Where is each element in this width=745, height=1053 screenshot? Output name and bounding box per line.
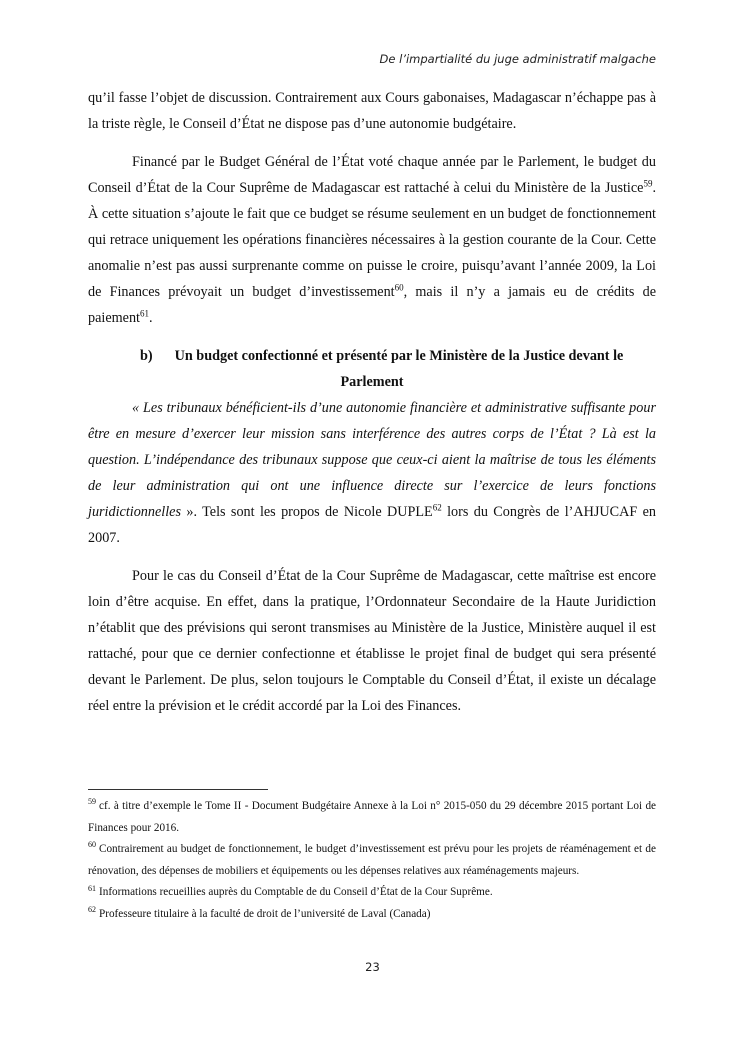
- footnote-separator: [88, 789, 268, 790]
- footnote-text: cf. à titre d’exemple le Tome II - Document Budgétaire Annexe à la Loi n° 2015-050 du 29 décembre 2015 portant Loi de Finances pour 2016.: [88, 800, 656, 834]
- paragraph-budget-financing: [88, 149, 656, 331]
- footnote-text: Informations recueillies auprès du Comptable de du Conseil d’État de la Cour Suprême.: [99, 886, 493, 899]
- footnotes: [88, 796, 656, 926]
- paragraph-continuation: qu’il fasse l’objet de discussion. Contrairement aux Cours gabonaises, Madagascar n’échappe pas à la triste règle, le Conseil d’État ne dispose pas d’une autonomie budgétaire.: [88, 90, 656, 132]
- section-heading-label: b): [140, 348, 153, 364]
- footnote-ref-60[interactable]: 60: [394, 282, 404, 293]
- section-heading-line1: Un budget confectionné et présenté par le Ministère de la Justice devant le: [174, 348, 624, 364]
- section-heading-line2: Parlement: [340, 374, 404, 390]
- footnote-number: 61: [88, 883, 96, 893]
- footnote-ref-59[interactable]: 59: [643, 178, 653, 189]
- paragraph-text: .: [149, 310, 153, 326]
- paragraph-council-of-state: Pour le cas du Conseil d’État de la Cour Suprême de Madagascar, cette maîtrise est encore loin d’être acquise. En effet, dans la pratique, l’Ordonnateur Secondaire de la Haute Juridiction n’établit que des prévisions qui seront transmises au Ministère de la Justice, Ministère auquel il est rattaché, pour que ce dernier confectionne et établisse le projet final de budget qui sera présenté devant le Parlement. De plus, selon toujours le Comptable du Conseil d’État, il existe un décalage réel entre la prévision et le crédit accordé par la Loi des Finances.: [88, 568, 656, 714]
- footnote-text: Contrairement au budget de fonctionnement, le budget d’investissement est prévu pour les projets de réaménagement et de rénovation, des dépenses de mobiliers et équipements ou les dépenses relatives aux réaménagements majeurs.: [88, 843, 656, 877]
- paragraph-text: , mais il n’y a jamais eu de crédits de paiement: [88, 284, 656, 326]
- footnote-text: Professeure titulaire à la faculté de droit de l’université de Laval (Canada): [99, 907, 431, 920]
- footnote-62: [88, 904, 656, 926]
- footnote-number: 60: [88, 840, 96, 850]
- footnote-ref-62[interactable]: 62: [432, 502, 442, 513]
- paragraph-quote: [88, 395, 656, 551]
- paragraph-text: Financé par le Budget Général de l’État voté chaque année par le Parlement, le budget du Conseil d’État de la Cour Suprême de Madagascar est rattaché à celui du Ministère de la Justice: [88, 154, 656, 196]
- footnote-ref-61[interactable]: 61: [140, 308, 149, 319]
- footnote-60: [88, 839, 656, 882]
- paragraph-text: . À cette situation s’ajoute le fait que ce budget se résume seulement en un budget de fonctionnement qui retrace uniquement les opérations financières nécessaires à la gestion courante de la Cour. Cette anomalie n’est pas aussi surprenante comme on puisse le croire, puisqu’avant l’année 2009, la Loi de Finances prévoyait un budget d’investissement: [88, 180, 656, 300]
- page-number: 23: [365, 960, 380, 974]
- footnote-number: 59: [88, 797, 96, 807]
- footnote-59: [88, 796, 656, 839]
- paragraph-text: lors du Congrès de l’AHJUCAF en 2007.: [88, 504, 657, 546]
- section-heading: [88, 343, 656, 395]
- body-text: [88, 85, 656, 731]
- paragraph-text: ». Tels sont les propos de Nicole DUPLE: [181, 504, 433, 520]
- footnote-61: [88, 882, 656, 904]
- footnote-number: 62: [88, 905, 96, 915]
- running-header: De l’impartialité du juge administratif malgache: [379, 52, 656, 66]
- quotation: « Les tribunaux bénéficient-ils d’une autonomie financière et administrative suffisante pour être en mesure d’exercer leur mission sans interférence des autres corps de l’État ? Là est la question. L’indépendance des tribunaux suppose que ceux-ci aient la maîtrise de tous les éléments de leur administration qui ont une influence directe sur l’exercice de leurs fonctions juridictionnelles: [88, 400, 656, 520]
